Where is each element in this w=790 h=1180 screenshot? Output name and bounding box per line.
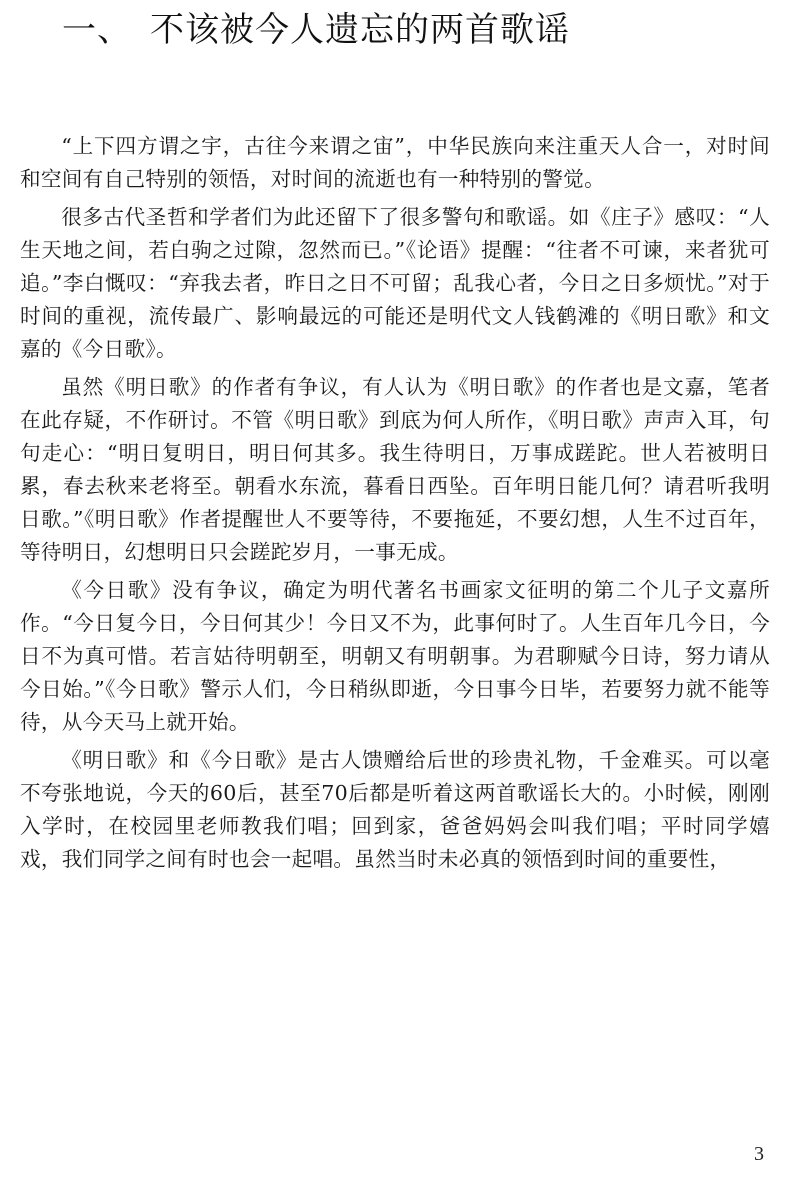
section-number: 一、 bbox=[62, 10, 132, 50]
body-text bbox=[20, 130, 770, 881]
paragraph-1: “上下四方谓之宇，古往今来谓之宙”，中华民族向来注重天人合一，对时间和空间有自己特别的领悟，对时间的流逝也有一种特别的警觉。 bbox=[20, 134, 770, 191]
paragraph-5: 《明日歌》和《今日歌》是古人馈赠给后世的珍贵礼物，千金难买。可以毫不夸张地说，今天的60后，甚至70后都是听着这两首歌谣长大的。小时候，刚刚入学时，在校园里老师教我们唱；回到家，爸爸妈妈会叫我们唱；平时同学嬉戏，我们同学之间有时也会一起唱。虽然当时未必真的领悟到时间的重要性， bbox=[20, 748, 770, 871]
paragraph-2: 很多古代圣哲和学者们为此还留下了很多警句和歌谣。如《庄子》感叹：“人生天地之间，若白驹之过隙，忽然而已。”《论语》提醒：“往者不可谏，来者犹可追。”李白慨叹：“弃我去者，昨日之日不可留；乱我心者，今日之日多烦忧。”对于时间的重视，流传最广、影响最远的可能还是明代文人钱鹤滩的《明日歌》和文嘉的《今日歌》。 bbox=[20, 205, 770, 361]
page-number: 3 bbox=[754, 1143, 764, 1165]
section-title: 不该被今人遗忘的两首歌谣 bbox=[150, 10, 570, 50]
section-heading bbox=[62, 8, 762, 52]
paragraph-3: 虽然《明日歌》的作者有争议，有人认为《明日歌》的作者也是文嘉，笔者在此存疑，不作研讨。不管《明日歌》到底为何人所作，《明日歌》声声入耳，句句走心：“明日复明日，明日何其多。我生待明日，万事成蹉跎。世人若被明日累，春去秋来老将至。朝看水东流，暮看日西坠。百年明日能几何？请君听我明日歌。”《明日歌》作者提醒世人不要等待，不要拖延，不要幻想，人生不过百年，等待明日，幻想明日只会蹉跎岁月，一事无成。 bbox=[20, 375, 770, 564]
paragraph-4: 《今日歌》没有争议，确定为明代著名书画家文征明的第二个儿子文嘉所作。“今日复今日，今日何其少！今日又不为，此事何时了。人生百年几今日，今日不为真可惜。若言姑待明朝至，明朝又有明朝事。为君聊赋今日诗，努力请从今日始。”《今日歌》警示人们，今日稍纵即逝，今日事今日毕，若要努力就不能等待，从今天马上就开始。 bbox=[20, 578, 770, 734]
